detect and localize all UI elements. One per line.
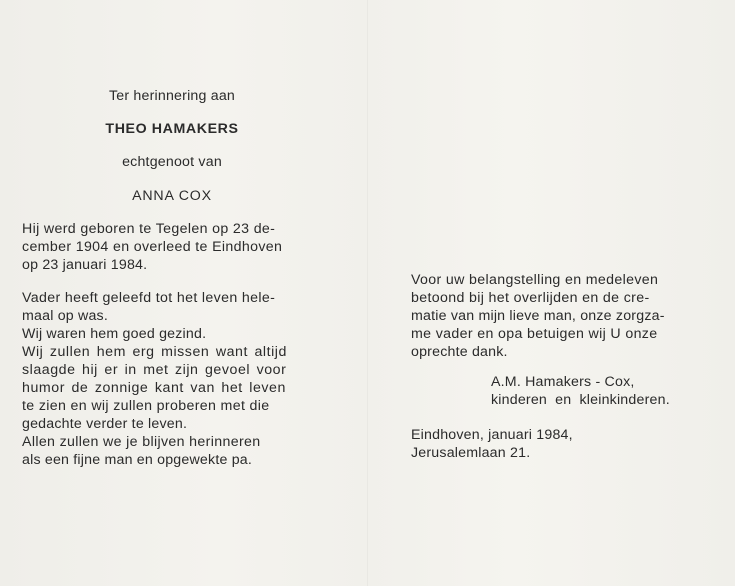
text-line: me vader en opa betuigen wij U onze — [411, 326, 658, 342]
text-line: gedachte verder te leven. — [22, 416, 188, 432]
intro-text: Ter herinnering aan — [108, 88, 236, 104]
text-line: kinderen en kleinkinderen. — [491, 392, 670, 408]
spouse-intro-text: echtgenoot van — [122, 154, 222, 170]
text-line: Eindhoven, januari 1984, — [411, 427, 573, 443]
spouse-name: ANNA COX — [132, 188, 212, 204]
text-line: Wij zullen hem erg missen want altijd — [22, 344, 287, 360]
text-line: als een fijne man en opgewekte pa. — [22, 452, 253, 468]
text-line: oprechte dank. — [411, 344, 508, 360]
text-line: Vader heeft geleefd tot het leven hele- — [22, 290, 276, 306]
text-line: humor de zonnige kant van het leven — [22, 380, 286, 396]
tribute-paragraph — [22, 289, 327, 469]
text-line: te zien en wij zullen proberen met die — [22, 398, 270, 414]
text-line: A.M. Hamakers - Cox, — [491, 374, 635, 390]
signature-block — [491, 373, 670, 409]
text-line: Wij waren hem goed gezind. — [22, 326, 207, 342]
place-date-block — [411, 426, 573, 462]
text-line: slaagde hij er in met zijn gevoel voor — [22, 362, 287, 378]
thanks-paragraph — [411, 271, 716, 361]
text-line: maal op was. — [22, 308, 108, 324]
text-line: Voor uw belangstelling en medeleven — [411, 272, 659, 288]
text-line: Hij werd geboren te Tegelen op 23 de- — [22, 221, 276, 237]
text-line: matie van mijn lieve man, onze zorgza- — [411, 308, 665, 324]
text-line: cember 1904 en overleed te Eindhoven — [22, 239, 283, 255]
text-line: op 23 januari 1984. — [22, 257, 148, 273]
text-line: betoond bij het overlijden en de cre- — [411, 290, 650, 306]
text-line: Jerusalemlaan 21. — [411, 445, 531, 461]
card-fold — [367, 0, 368, 586]
birth-death-paragraph — [22, 220, 327, 274]
text-line: Allen zullen we je blijven herinneren — [22, 434, 261, 450]
deceased-name: THEO HAMAKERS — [105, 121, 239, 137]
